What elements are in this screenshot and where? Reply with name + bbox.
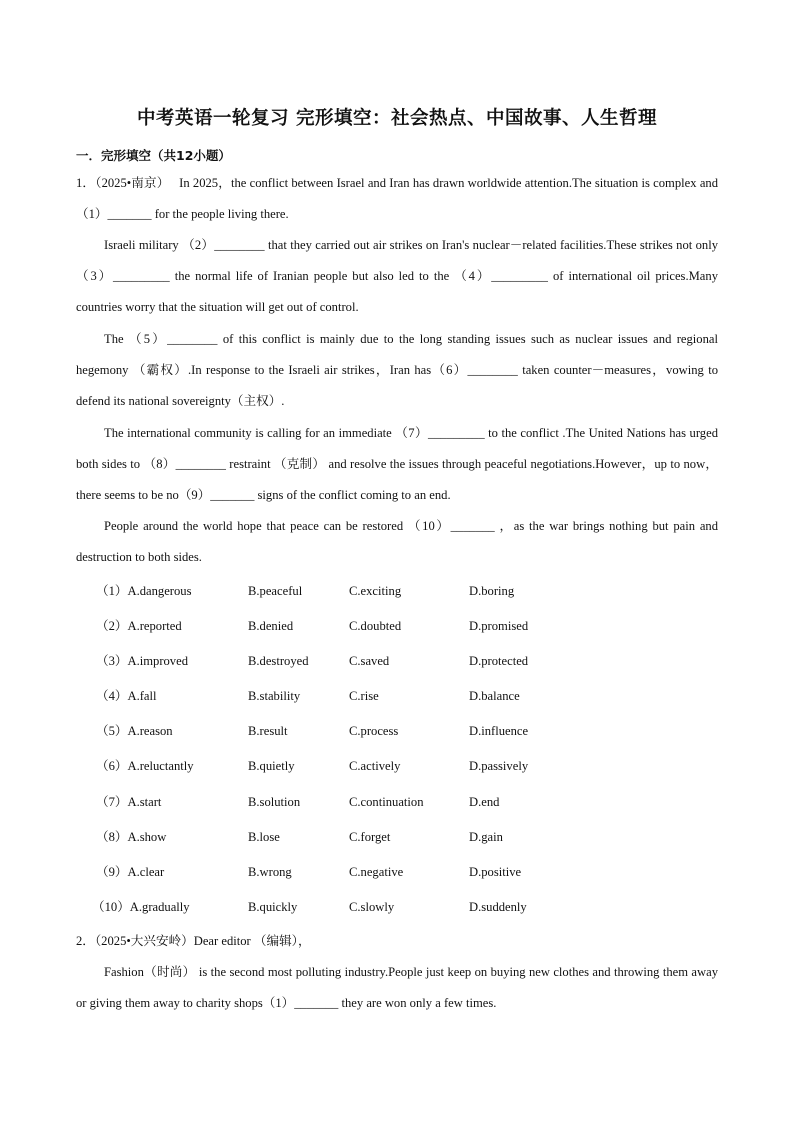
option-c: C.doubted xyxy=(349,619,402,634)
option-d: D.passively xyxy=(469,759,529,774)
option-a: （4）A.fall xyxy=(96,689,157,704)
q1-p2-text: Israeli military （2）________ that they carried out air strikes on Iran's nuclear－related facilities.These strikes not only （3）_________ the normal life of Iranian people but also led to the （4）_________ of international oil prices.Many countries worry that the situation will get out of control. xyxy=(76,238,718,314)
option-row xyxy=(96,751,716,786)
q2-p0-text: 2．（2025•大兴安岭）Dear editor （编辑）， xyxy=(76,934,311,948)
option-b: B.peaceful xyxy=(248,584,303,598)
option-row xyxy=(96,822,716,857)
option-row xyxy=(92,892,716,927)
option-c: C.rise xyxy=(349,689,379,704)
option-c: C.continuation xyxy=(349,794,424,809)
option-c: C.negative xyxy=(349,864,404,879)
q1-p1-text: 1．（2025•南京） In 2025，the conflict between Israel and Iran has drawn worldwide attention.The situation is complex and （1）_______ for the people living there. xyxy=(76,176,718,221)
option-d: D.gain xyxy=(469,829,503,844)
q2-paragraph-1 xyxy=(76,957,718,1019)
section-heading: 一．完形填空（共12小题） xyxy=(76,148,231,163)
option-d: D.suddenly xyxy=(469,899,527,914)
option-row xyxy=(96,681,716,716)
option-c: C.process xyxy=(349,724,399,739)
option-row xyxy=(96,576,716,611)
option-d: D.balance xyxy=(469,689,520,704)
q1-paragraph-1 xyxy=(76,168,718,230)
option-row xyxy=(96,716,716,751)
option-b: B.wrong xyxy=(248,864,292,879)
q1-paragraph-5 xyxy=(76,511,718,573)
option-c: C.slowly xyxy=(349,899,395,914)
option-b: B.stability xyxy=(248,689,301,704)
option-a: （6）A.reluctantly xyxy=(96,759,194,774)
option-b: B.quietly xyxy=(248,759,295,774)
q1-p5-text: People around the world hope that peace can be restored （10）_______ ，as the war brings nothing but pain and destruction to both sides. xyxy=(76,519,718,564)
q1-p4-text: The international community is calling for an immediate （7）_________ to the conflict .The United Nations has urged both sides to （8）________ restraint （克制） and resolve the issues through peaceful negotiations.However，up to now，there seems to be no（9）_______ signs of the conflict coming to an end. xyxy=(76,426,718,502)
q1-options-list xyxy=(92,576,716,927)
option-d: D.boring xyxy=(469,584,515,598)
option-a: （5）A.reason xyxy=(96,724,173,739)
option-a: （8）A.show xyxy=(96,829,167,844)
option-d: D.influence xyxy=(469,724,529,739)
option-row xyxy=(96,611,716,646)
option-row xyxy=(96,857,716,892)
option-d: D.promised xyxy=(469,619,529,634)
option-a: （9）A.clear xyxy=(96,864,165,879)
option-c: C.exciting xyxy=(349,584,402,598)
option-b: B.result xyxy=(248,724,288,739)
option-a: （7）A.start xyxy=(96,794,162,809)
q2-heading xyxy=(76,926,718,957)
option-c: C.forget xyxy=(349,829,391,844)
option-b: B.destroyed xyxy=(248,654,309,669)
option-d: D.protected xyxy=(469,654,529,669)
option-c: C.actively xyxy=(349,759,401,774)
option-row xyxy=(96,787,716,822)
option-c: C.saved xyxy=(349,654,390,669)
q1-paragraph-2 xyxy=(76,230,718,323)
q1-p3-text: The （5）________ of this conflict is mainly due to the long standing issues such as nuclear issues and regional hegemony （霸权）.In response to the Israeli air strikes，Iran has（6）________ taken counter－measures，vowing to defend its national sovereignty（主权）. xyxy=(76,332,718,408)
option-a: （1）A.dangerous xyxy=(96,584,192,598)
option-a: （10）A.gradually xyxy=(92,899,190,914)
option-d: D.end xyxy=(469,794,500,809)
option-b: B.denied xyxy=(248,619,294,634)
option-a: （3）A.improved xyxy=(96,654,188,669)
option-b: B.solution xyxy=(248,794,301,809)
q2-p1-text: Fashion（时尚） is the second most polluting industry.People just keep on buying new clothes and throwing them away or giving them away to charity shops（1）_______ they are won only a few times. xyxy=(76,965,719,1010)
option-b: B.quickly xyxy=(248,899,298,914)
page-title: 中考英语一轮复习 完形填空：社会热点、中国故事、人生哲理 xyxy=(137,108,657,129)
option-d: D.positive xyxy=(469,864,522,879)
option-row xyxy=(96,646,716,681)
option-a: （2）A.reported xyxy=(96,619,182,634)
q1-paragraph-3 xyxy=(76,324,718,417)
q1-paragraph-4 xyxy=(76,418,718,511)
option-b: B.lose xyxy=(248,829,280,844)
